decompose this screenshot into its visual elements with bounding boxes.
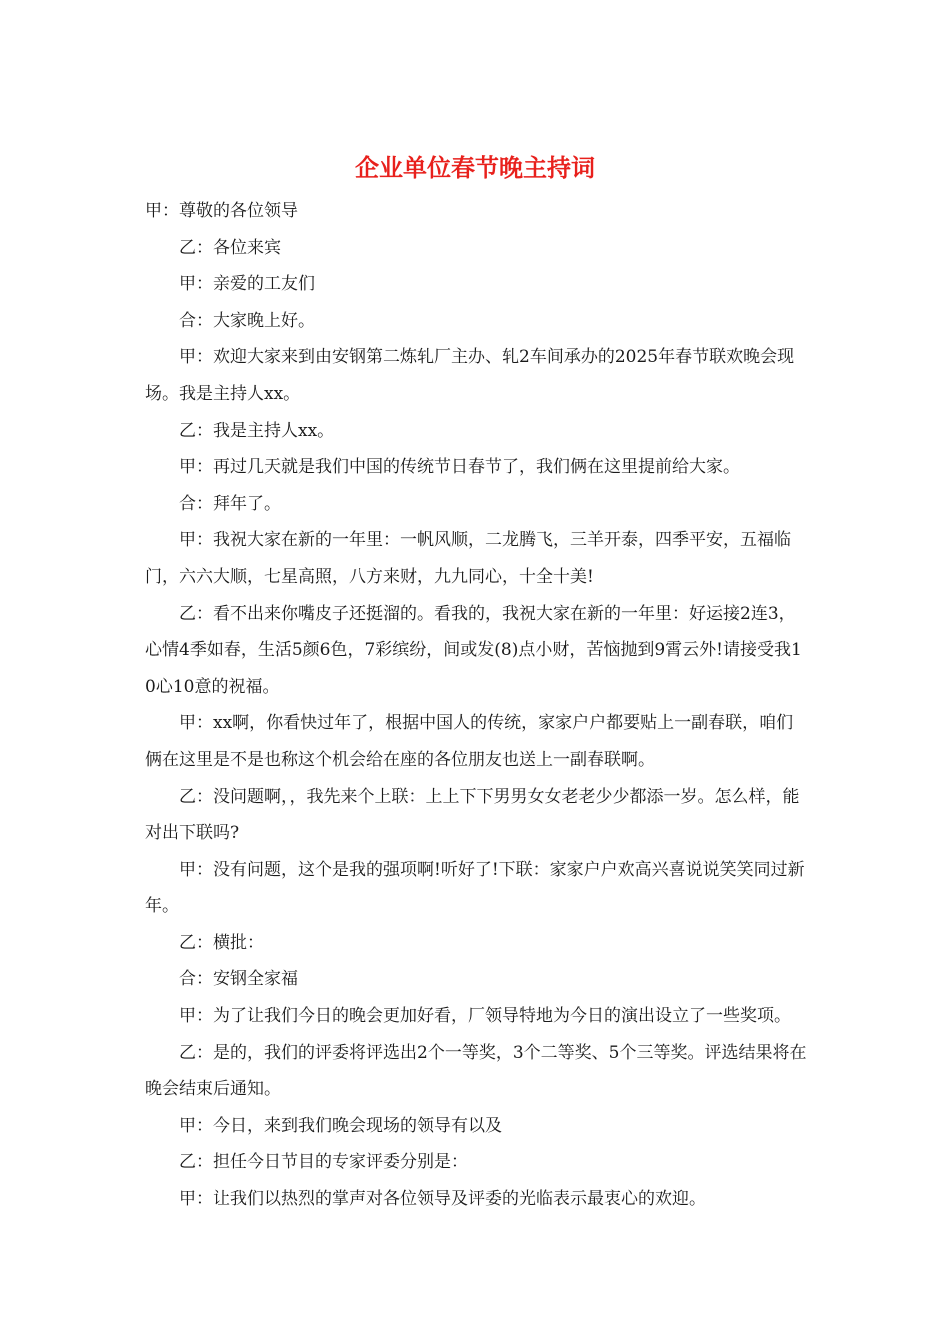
paragraph-4: 合：大家晚上好。 [179, 310, 315, 331]
paragraph-13: 甲：没有问题，这个是我的强项啊!听好了!下联：家家户户欢高兴喜说说笑笑同过新年。 [145, 859, 805, 917]
paragraph-8: 合：拜年了。 [179, 493, 281, 514]
document-title: 企业单位春节晚主持词 [355, 153, 595, 182]
paragraph-10: 乙：看不出来你嘴皮子还挺溜的。看我的，我祝大家在新的一年里：好运接2连3，心情4季如春，生活5颜6色，7彩缤纷，间或发(8)点小财，苦恼抛到9霄云外!请接受我10心10意的祝福。 [145, 603, 802, 697]
paragraph-11: 甲：xx啊，你看快过年了，根据中国人的传统，家家户户都要贴上一副春联，咱们俩在这里是不是也称这个机会给在座的各位朋友也送上一副春联啊。 [145, 713, 794, 770]
paragraph-17: 乙：是的，我们的评委将评选出2个一等奖，3个二等奖、5个三等奖。评选结果将在晚会结束后通知。 [145, 1042, 807, 1100]
paragraph-3: 甲：亲爱的工友们 [179, 274, 315, 295]
paragraph-1: 甲：尊敬的各位领导 [145, 201, 298, 221]
paragraph-20: 甲：让我们以热烈的掌声对各位领导及评委的光临表示最衷心的欢迎。 [179, 1189, 706, 1210]
paragraph-5: 甲：欢迎大家来到由安钢第二炼轧厂主办、轧2车间承办的2025年春节联欢晚会现场。我是主持人xx。 [145, 347, 795, 404]
paragraph-7: 甲：再过几天就是我们中国的传统节日春节了，我们俩在这里提前给大家。 [179, 457, 740, 478]
paragraph-6: 乙：我是主持人xx。 [179, 420, 335, 441]
paragraph-16: 甲：为了让我们今日的晚会更加好看，厂领导特地为今日的演出设立了一些奖项。 [179, 1006, 791, 1027]
paragraph-15: 合：安钢全家福 [179, 969, 298, 990]
paragraph-12: 乙：没问题啊，，我先来个上联：上上下下男男女女老老少少都添一岁。怎么样，能对出下联吗? [145, 786, 800, 844]
paragraph-14: 乙：横批： [179, 932, 264, 953]
paragraph-19: 乙：担任今日节目的专家评委分别是： [179, 1152, 468, 1173]
paragraph-2: 乙：各位来宾 [179, 237, 281, 258]
paragraph-18: 甲：今日，来到我们晚会现场的领导有以及 [179, 1115, 502, 1136]
paragraph-9: 甲：我祝大家在新的一年里：一帆风顺，二龙腾飞，三羊开泰，四季平安，五福临门，六六大顺，七星高照，八方来财，九九同心，十全十美! [145, 530, 791, 587]
document-body [145, 193, 807, 1218]
